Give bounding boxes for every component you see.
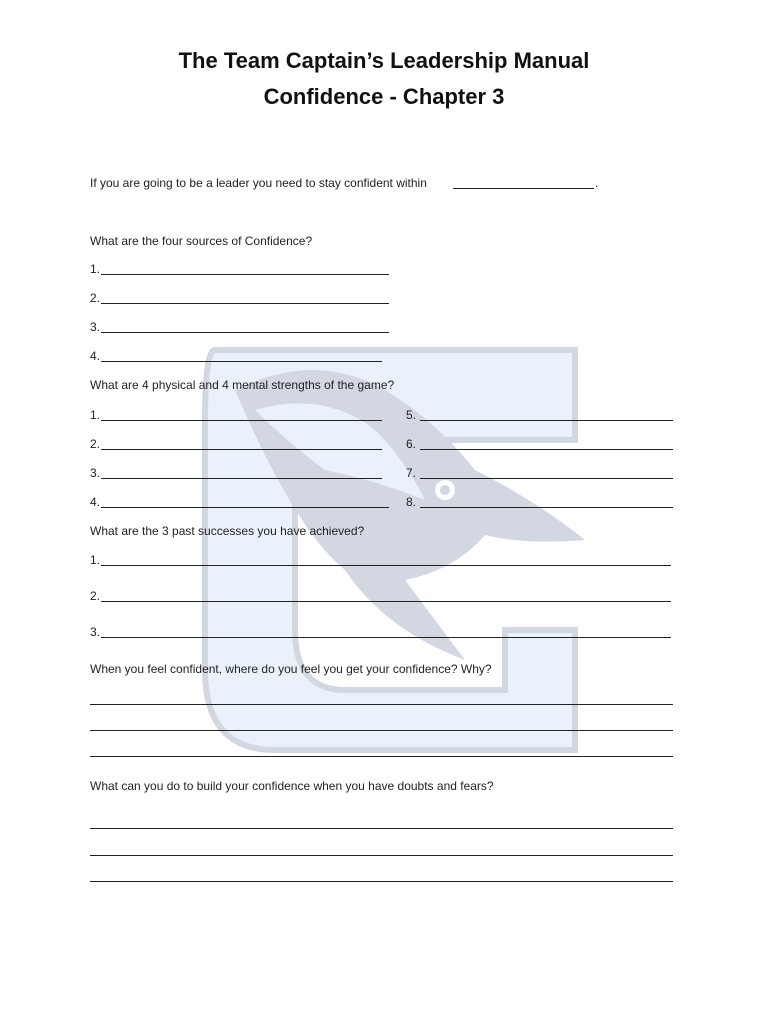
strength-answer-line-4[interactable] — [101, 507, 389, 508]
list-number: 8. — [406, 495, 417, 509]
question-build-confidence: What can you do to build your confidence when you have doubts and fears? — [90, 779, 494, 793]
intro-period: . — [595, 176, 599, 190]
question-strengths: What are 4 physical and 4 mental strengths of the game? — [90, 378, 395, 392]
manual-title: The Team Captain’s Leadership Manual — [178, 48, 590, 73]
list-number: 5. — [406, 408, 417, 422]
list-number: 4. — [90, 349, 101, 363]
source-answer-line-2[interactable] — [101, 303, 389, 304]
strength-answer-line-2[interactable] — [101, 449, 382, 450]
list-number: 1. — [90, 553, 101, 567]
chapter-title: Confidence - Chapter 3 — [263, 84, 505, 109]
strength-answer-line-6[interactable] — [420, 449, 673, 450]
strength-answer-line-8[interactable] — [420, 507, 673, 508]
build-confidence-answer-line-1[interactable] — [90, 828, 673, 829]
build-confidence-answer-line-3[interactable] — [90, 881, 673, 882]
confidence-source-answer-line-1[interactable] — [90, 704, 673, 705]
list-number: 1. — [90, 262, 101, 276]
confidence-source-answer-line-3[interactable] — [90, 756, 673, 757]
list-number: 4. — [90, 495, 101, 509]
strength-answer-line-7[interactable] — [420, 478, 673, 479]
success-answer-line-2[interactable] — [101, 601, 671, 602]
list-number: 6. — [406, 437, 417, 451]
list-number: 7. — [406, 466, 417, 480]
success-answer-line-1[interactable] — [101, 565, 671, 566]
list-number: 3. — [90, 625, 101, 639]
list-number: 2. — [90, 291, 101, 305]
strength-answer-line-1[interactable] — [101, 420, 382, 421]
build-confidence-answer-line-2[interactable] — [90, 855, 673, 856]
question-past-successes: What are the 3 past successes you have achieved? — [90, 524, 365, 538]
source-answer-line-3[interactable] — [101, 332, 389, 333]
question-four-sources: What are the four sources of Confidence? — [90, 234, 313, 248]
list-number: 1. — [90, 408, 101, 422]
source-answer-line-4[interactable] — [101, 361, 382, 362]
question-confidence-source: When you feel confident, where do you feel you get your confidence? Why? — [90, 662, 492, 676]
list-number: 3. — [90, 466, 101, 480]
success-answer-line-3[interactable] — [101, 637, 671, 638]
source-answer-line-1[interactable] — [101, 274, 389, 275]
list-number: 3. — [90, 320, 101, 334]
confidence-source-answer-line-2[interactable] — [90, 730, 673, 731]
list-number: 2. — [90, 437, 101, 451]
intro-text: If you are going to be a leader you need to stay confident within — [90, 176, 427, 190]
strength-answer-line-3[interactable] — [101, 478, 382, 479]
intro-answer-blank[interactable] — [453, 188, 594, 189]
strength-answer-line-5[interactable] — [420, 420, 673, 421]
list-number: 2. — [90, 589, 101, 603]
